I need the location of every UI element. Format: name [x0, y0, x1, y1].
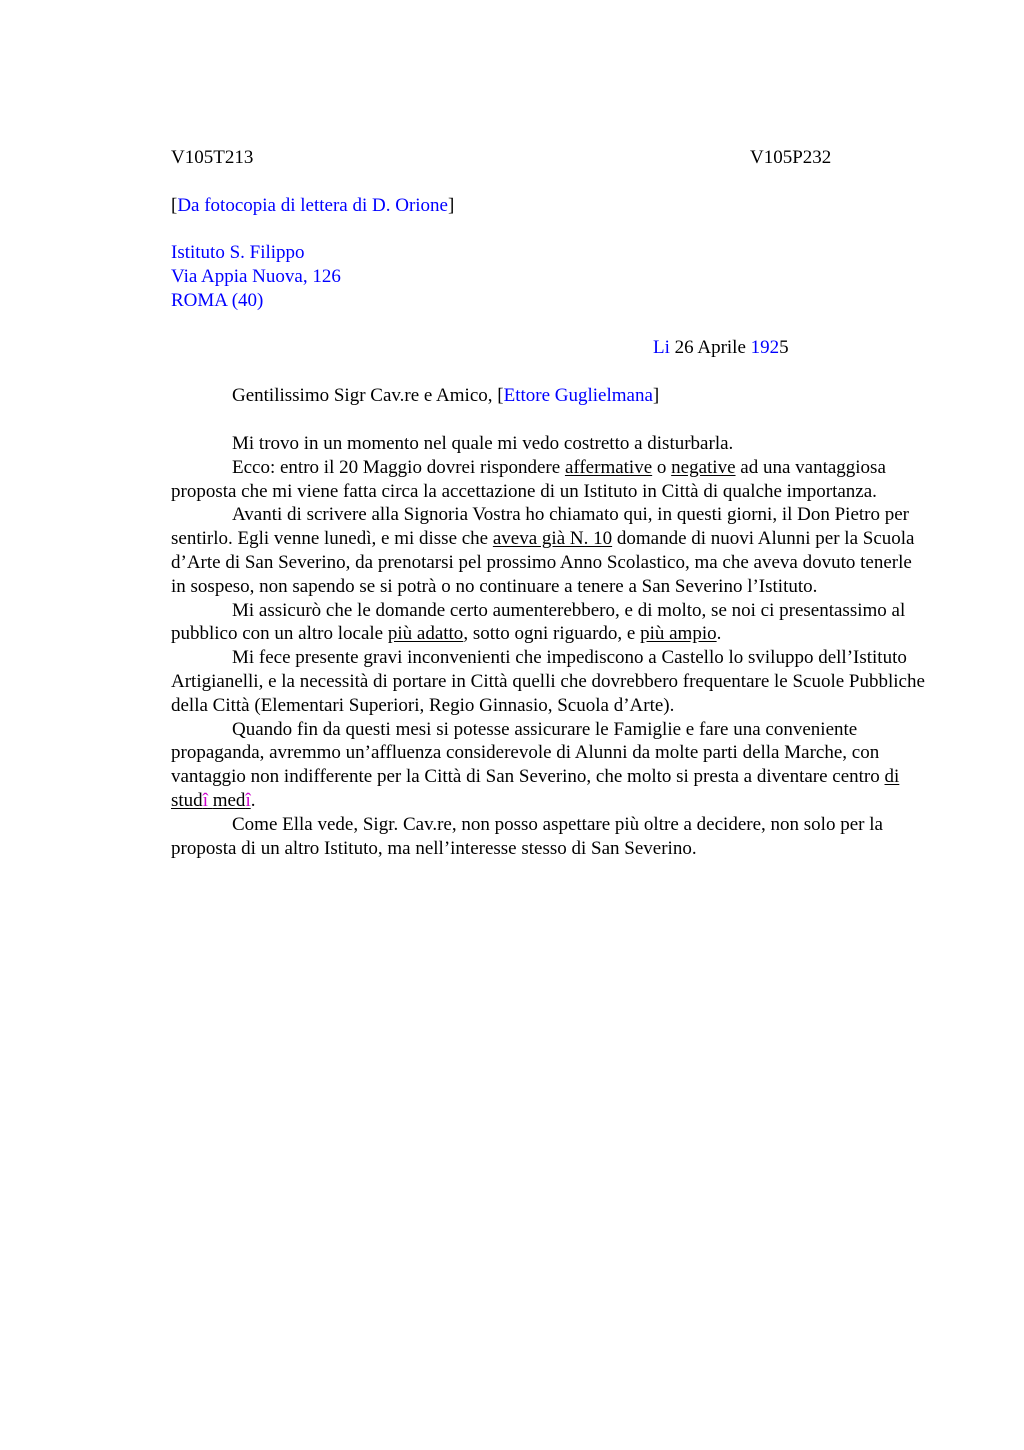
paragraph-6-text-b: .: [250, 789, 256, 811]
underlined-piu-adatto: più adatto: [387, 623, 464, 645]
address-line-3: ROMA (40): [171, 290, 264, 311]
paragraph-2-text-b: o: [652, 456, 672, 478]
paragraph-4-text-a: Mi assicurò che le domande certo aumenterebbero, e di molto, se noi ci presentassimo al pubblico con un altro locale: [171, 599, 906, 645]
paragraph-7: Come Ella vede, Sigr. Cav.re, non posso aspettare più oltre a decidere, non solo per la proposta di un altro Istituto, ma nell’interesse stesso di San Severino.: [171, 813, 883, 859]
paragraph-4-text-b: , sotto ogni riguardo, e: [463, 623, 641, 645]
bracket-open: [: [171, 195, 178, 216]
document-code-right: V105P232: [750, 147, 832, 168]
underlined-affermative: affermative: [564, 456, 653, 478]
date-year-part-a: 192: [750, 337, 780, 358]
paragraph-6-text-a: Quando fin da questi mesi si potesse assicurare le Famiglie e fare una conveniente propaganda, avremmo un’affluenza considerevole di Alunni da molte parti della Marche, con vantaggio non indifferente per la Città di San Severino, che molto si presta a diventare centro: [171, 718, 885, 788]
underlined-negative: negative: [671, 456, 736, 478]
paragraph-3: [171, 503, 927, 598]
underlined-piu-ampio: più ampio: [640, 623, 717, 645]
underlined-med: med: [212, 789, 246, 811]
address-line-1: Istituto S. Filippo: [171, 242, 305, 263]
paragraph-3-text-a: Avanti di scrivere alla Signoria Vostra ho chiamato qui, in questi giorni, il Don Pietro per sentirlo. Egli venne lunedì, e mi disse che: [171, 504, 910, 550]
document-code-left: V105T213: [171, 147, 254, 168]
paragraph-6: [171, 718, 927, 813]
underlined-di-stud: di stud: [171, 766, 900, 811]
date-day-month: 26 Aprile: [669, 337, 751, 358]
paragraph-2-text-c: ad una vantaggiosa proposta che mi viene fatta circa la accettazione di un Istituto in Città di qualche importanza.: [171, 456, 886, 502]
editorial-mark-2: î: [245, 789, 251, 811]
source-note: [171, 194, 454, 218]
paragraph-2: [171, 456, 927, 504]
date-prefix: Li: [653, 337, 670, 358]
salutation-close: ]: [652, 385, 660, 406]
paragraph-1: Mi trovo in un momento nel quale mi vedo costretto a disturbarla.: [232, 433, 734, 454]
source-note-text: Da fotocopia di lettera di D. Orione: [177, 195, 448, 216]
letter-date: [653, 336, 789, 360]
salutation-text: Gentilissimo Sigr Cav.re e Amico, [: [232, 385, 504, 406]
paragraph-5: Mi fece presente gravi inconvenienti che impediscono a Castello lo sviluppo dell’Istituto Artigianelli, e la necessità di portare in Città quelli che dovrebbero frequentare le Scuole Pubbliche della Città (Elementari Superiori, Regio Ginnasio, Scuola d’Arte).: [171, 647, 925, 716]
editorial-mark-1: î: [202, 789, 208, 811]
paragraph-2-text-a: Ecco: entro il 20 Maggio dovrei rispondere: [232, 456, 565, 478]
bracket-close: ]: [448, 195, 455, 216]
underlined-aveva-gia: aveva già N. 10: [492, 528, 613, 550]
recipient-name: Ettore Guglielmana: [503, 385, 653, 406]
paragraph-4-text-c: .: [716, 623, 722, 645]
salutation: [232, 384, 659, 408]
address-line-2: Via Appia Nuova, 126: [171, 266, 341, 287]
paragraph-3-text-b: domande di nuovi Alunni per la Scuola d’Arte di San Severino, da prenotarsi pel prossimo Anno Scolastico, ma che aveva dovuto tenerle in sospeso, non sapendo se si potrà o no continuare a tenere a San Severino l’Istituto.: [171, 528, 915, 597]
letter-body: [171, 432, 927, 860]
date-year-part-b: 5: [779, 337, 789, 358]
paragraph-4: [171, 599, 927, 647]
